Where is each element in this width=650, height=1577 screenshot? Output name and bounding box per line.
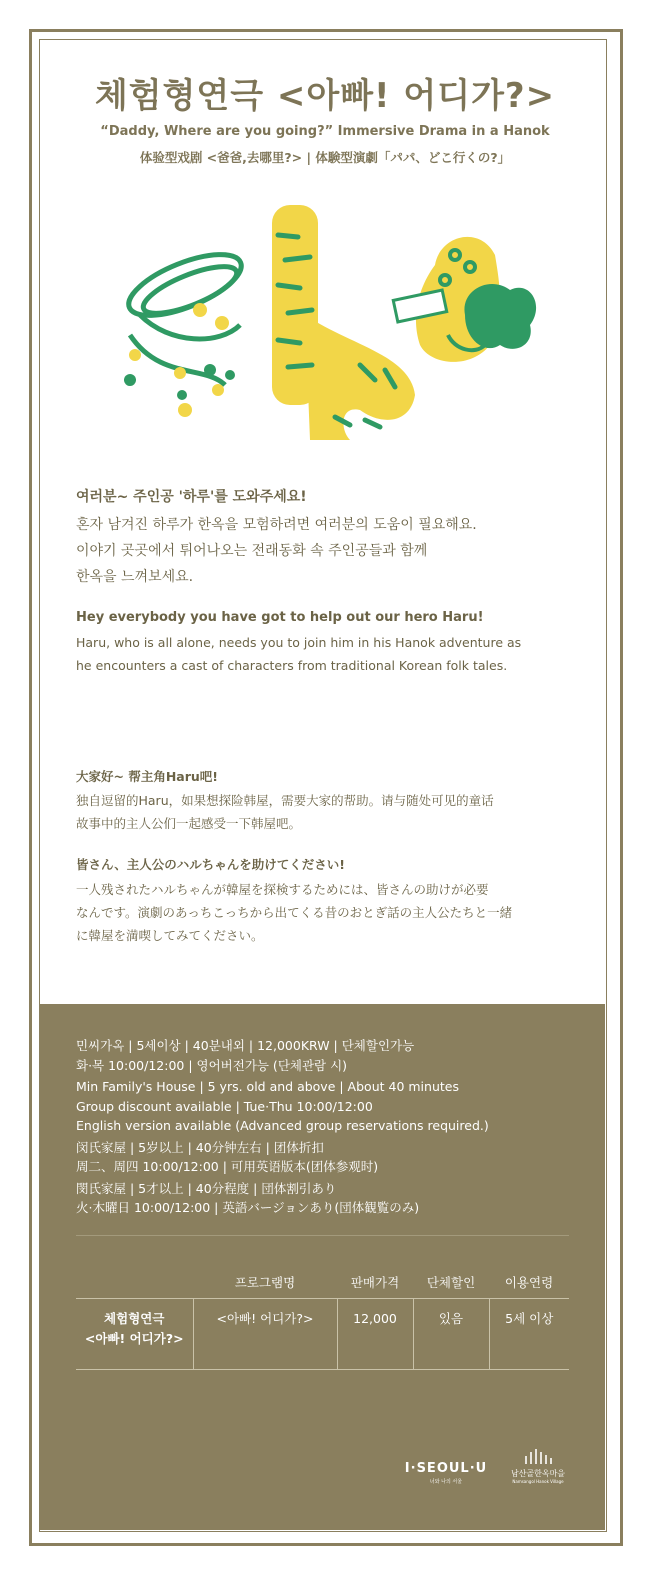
table-cell-price: 12,000 [337, 1299, 413, 1370]
chinese-body [76, 789, 581, 835]
table-header: 이용연령 [504, 1275, 554, 1290]
hero-illustration [110, 195, 540, 450]
info-ja-line: 火·木曜日 10:00/12:00 | 英語バージョンあり(団体観覧のみ) [76, 1200, 420, 1215]
village-bars-icon [523, 1448, 553, 1464]
info-en-line: Min Family's House | 5 yrs. old and above | About 40 minutes [76, 1079, 459, 1094]
tiger-illustration [272, 205, 415, 440]
chinese-line: 故事中的主人公们一起感受一下韩屋吧。 [76, 816, 302, 831]
info-ko-line: 화·목 10:00/12:00 | 영어버전가능 (단체관람 시) [76, 1057, 348, 1073]
korean-body [76, 512, 576, 590]
table-cell-age: 5세 이상 [489, 1299, 569, 1370]
korean-line: 혼자 남겨진 하루가 한옥을 모험하려면 여러분의 도움이 필요해요. [76, 517, 477, 533]
info-zh-line: 周二、周四 10:00/12:00 | 可用英语版本(团体参观时) [76, 1159, 379, 1174]
page-title: 체험형연극 <아빠! 어디가?> [94, 76, 556, 116]
hat-illustration [393, 237, 536, 362]
subtitle-chinese-japanese: 体验型戏剧 <爸爸,去哪里?> | 体験型演劇「パパ、どこ行くの?」 [139, 150, 511, 165]
info-zh-line: 闵氏家屋 | 5岁以上 | 40分钟左右 | 团体折扣 [76, 1139, 324, 1155]
info-ja-line: 閔氏家屋 | 5才以上 | 40分程度 | 団体割引あり [76, 1180, 337, 1196]
table-row [76, 1299, 569, 1370]
namsangol-village-logo: 남산골한옥마을 Namsangol Hanok Village [504, 1448, 572, 1484]
necklace-illustration [121, 242, 249, 385]
english-line: he encounters a cast of characters from traditional Korean folk tales. [76, 658, 508, 673]
table-header: 프로그램명 [234, 1275, 296, 1290]
english-heading: Hey everybody you have got to help out our hero Haru! [76, 610, 484, 625]
beads [124, 303, 235, 417]
japanese-line: なんです。演劇のあっちこっちから出てくる昔のおとぎ話の主人公たちと一緒 [76, 905, 513, 920]
japanese-line: に韓屋を満喫してみてください。 [76, 928, 264, 943]
korean-heading: 여러분~ 주인공 '하루'를 도와주세요! [76, 489, 307, 505]
subtitle-english: “Daddy, Where are you going?” Immersive Drama in a Hanok [100, 124, 550, 139]
info-divider [76, 1235, 569, 1236]
table-cell-program: <아빠! 어디가?> [193, 1299, 337, 1370]
english-body [76, 631, 581, 677]
table-cell-name: 체험형연극 <아빠! 어디가?> [76, 1299, 193, 1370]
chinese-line: 独自逗留的Haru，如果想探险韩屋，需要大家的帮助。请与随处可见的童话 [76, 793, 494, 808]
info-ko-line: 민씨가옥 | 5세이상 | 40분내외 | 12,000KRW | 단체할인가능 [76, 1038, 415, 1053]
korean-line: 이야기 곳곳에서 튀어나오는 전래동화 속 주인공들과 함께 [76, 543, 428, 559]
japanese-line: 一人残されたハルちゃんが韓屋を探検するためには、皆さんの助けが必要 [76, 882, 489, 897]
chinese-heading: 大家好~ 帮主角Haru吧! [76, 769, 218, 784]
program-table [76, 1266, 569, 1370]
table-header: 판매가격 [350, 1275, 400, 1290]
english-line: Haru, who is all alone, needs you to join him in his Hanok adventure as [76, 635, 522, 650]
info-lines [76, 1036, 576, 1218]
table-header [76, 1266, 193, 1299]
info-panel [40, 1004, 605, 1530]
table-header: 단체할인 [426, 1275, 476, 1290]
info-en-line: Group discount available | Tue·Thu 10:00/12:00 [76, 1098, 373, 1114]
info-en-line: English version available (Advanced group reservations required.) [76, 1118, 489, 1133]
korean-line: 한옥을 느껴보세요. [76, 569, 194, 585]
table-cell-discount: 있음 [413, 1299, 489, 1370]
japanese-body [76, 878, 581, 947]
i-seoul-u-logo: I·SEOUL·U 너와 나의 서울 [404, 1461, 488, 1485]
japanese-heading: 皆さん、主人公のハルちゃんを助けてください! [76, 857, 345, 872]
